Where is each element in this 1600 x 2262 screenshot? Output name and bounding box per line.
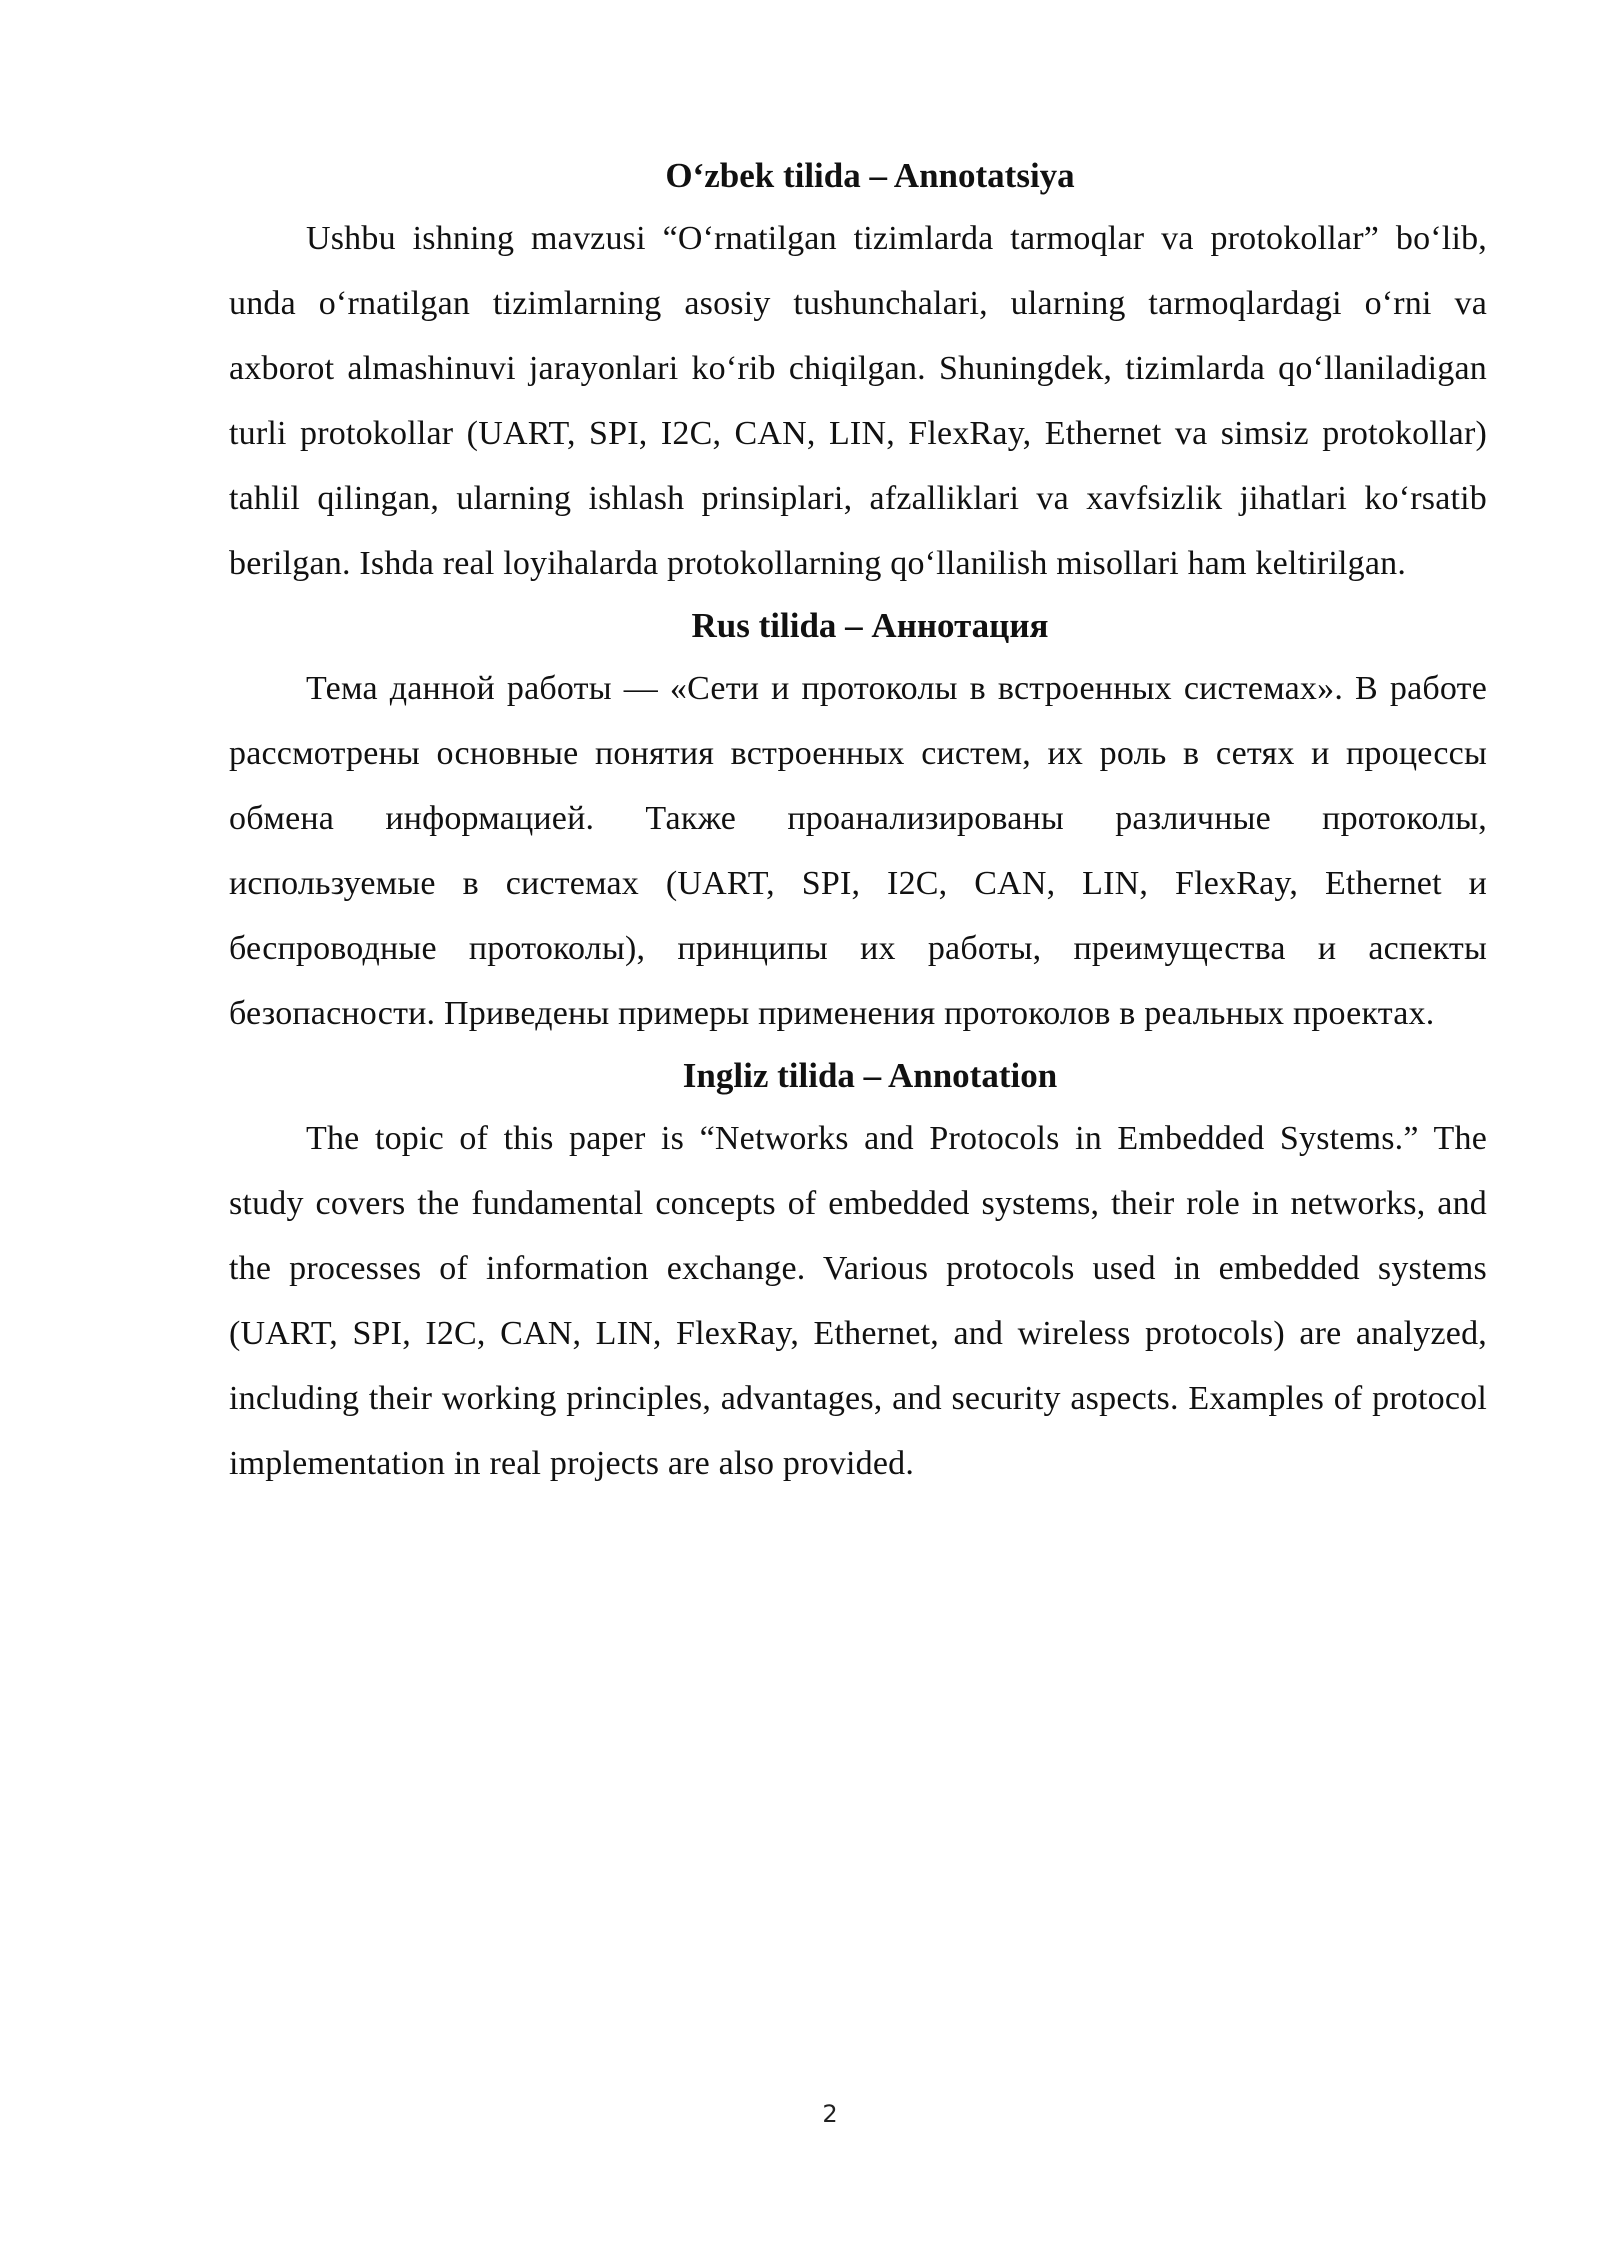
section-heading-uzbek: O‘zbek tilida – Annotatsiya xyxy=(665,156,1075,195)
section-paragraph-english: The topic of this paper is “Networks and Protocols in Embedded Systems.” The study covers the fundamental concepts of embedded systems, their role in networks, and the processes of information exchange. Various protocols used in embedded systems (UART, SPI, I2C, CAN, LIN, FlexRay, Ethernet, and wireless protocols) are analyzed, including their working principles, advantages, and security aspects. Examples of protocol implementation in real projects are also provided. xyxy=(229,1120,1487,1482)
section-heading-english: Ingliz tilida – Annotation xyxy=(682,1056,1058,1095)
page-number: 2 xyxy=(822,2100,838,2128)
page-content xyxy=(229,146,1487,1496)
section-heading-russian: Rus tilida – Аннотация xyxy=(691,606,1049,645)
section-paragraph-russian: Тема данной работы — «Сети и протоколы в встроенных системах». В работе рассмотрены основные понятия встроенных систем, их роль в сетях и процессы обмена информацией. Также проанализированы различные протоколы, используемые в системах (UART, SPI, I2C, CAN, LIN, FlexRay, Ethernet и беспроводные протоколы), принципы их работы, преимущества и аспекты безопасности. Приведены примеры применения протоколов в реальных проектах. xyxy=(229,670,1487,1032)
section-paragraph-uzbek: Ushbu ishning mavzusi “O‘rnatilgan tizimlarda tarmoqlar va protokollar” bo‘lib, unda o‘rnatilgan tizimlarning asosiy tushunchalari, ularning tarmoqlardagi o‘rni va axborot almashinuvi jarayonlari ko‘rib chiqilgan. Shuningdek, tizimlarda qo‘llaniladigan turli protokollar (UART, SPI, I2C, CAN, LIN, FlexRay, Ethernet va simsiz protokollar) tahlil qilingan, ularning ishlash prinsiplari, afzalliklari va xavfsizlik jihatlari ko‘rsatib berilgan. Ishda real loyihalarda protokollarning qo‘llanilish misollari ham keltirilgan. xyxy=(229,220,1487,582)
